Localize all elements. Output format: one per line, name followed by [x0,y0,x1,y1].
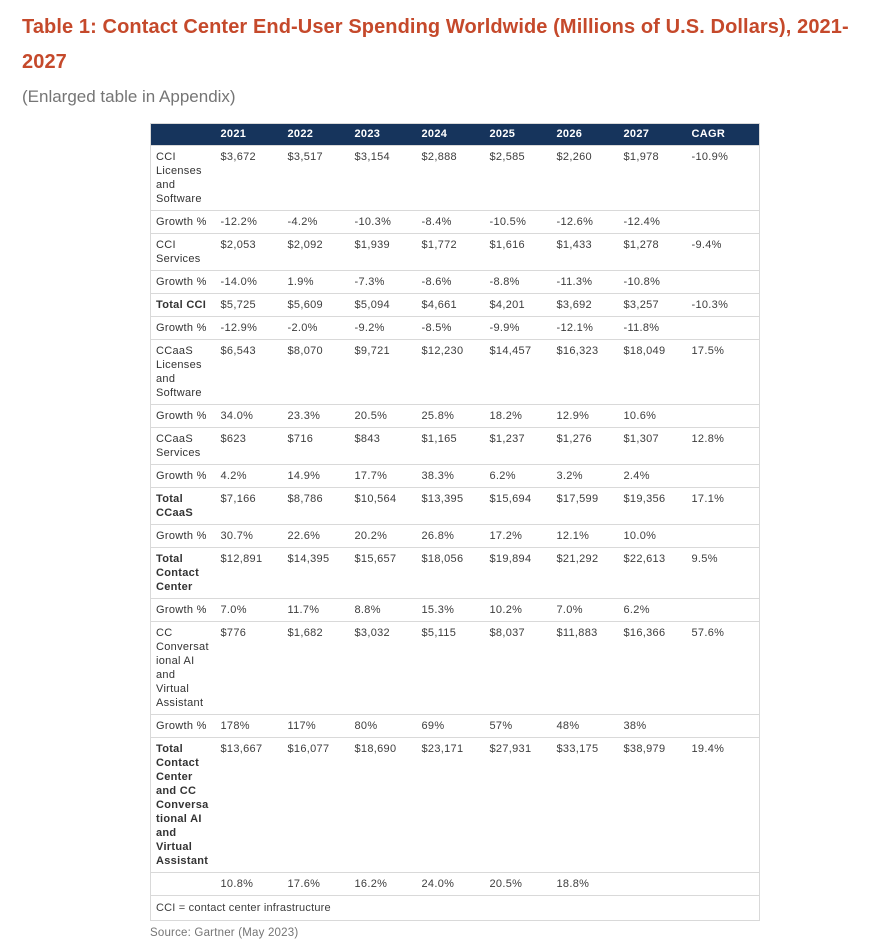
data-cell: 18.2% [485,405,552,428]
data-cell: -10.9% [687,146,760,211]
data-cell: $12,891 [216,548,283,599]
table-row [151,622,760,715]
data-cell: 20.2% [350,525,417,548]
data-cell: 16.2% [350,873,417,896]
data-cell [619,873,687,896]
data-cell: 26.8% [417,525,485,548]
data-cell: -14.0% [216,271,283,294]
data-cell [687,317,760,340]
data-cell: 17.7% [350,465,417,488]
data-cell: $4,661 [417,294,485,317]
data-cell: $12,230 [417,340,485,405]
year-column-header: 2021 [216,124,283,146]
data-cell [687,211,760,234]
row-label: CCI Licenses and Software [151,146,216,211]
table-row [151,271,760,294]
row-label: Growth % [151,599,216,622]
table-body [151,146,760,896]
data-cell: -9.4% [687,234,760,271]
data-cell: $8,037 [485,622,552,715]
data-cell: $5,115 [417,622,485,715]
data-cell: -10.3% [350,211,417,234]
data-cell: -10.8% [619,271,687,294]
year-column-header: 2026 [552,124,619,146]
year-column-header: 2025 [485,124,552,146]
data-cell: $1,772 [417,234,485,271]
data-cell: $3,692 [552,294,619,317]
table-row [151,465,760,488]
data-cell: 12.9% [552,405,619,428]
table-header [151,124,760,146]
data-cell: $8,070 [283,340,350,405]
data-cell: 1.9% [283,271,350,294]
table-row [151,234,760,271]
data-cell: -12.2% [216,211,283,234]
table-row [151,599,760,622]
data-cell: 12.1% [552,525,619,548]
data-cell: -8.6% [417,271,485,294]
data-cell: $2,888 [417,146,485,211]
data-cell: -12.9% [216,317,283,340]
table-footer [151,896,760,921]
data-cell: $1,278 [619,234,687,271]
table-row [151,317,760,340]
data-cell: $15,694 [485,488,552,525]
row-label: Total Contact Center and CC Conversational AI and Virtual Assistant [151,738,216,873]
data-cell [687,271,760,294]
spending-table [150,123,760,921]
data-cell: $6,543 [216,340,283,405]
data-cell: 3.2% [552,465,619,488]
data-cell: 11.7% [283,599,350,622]
data-cell: 10.6% [619,405,687,428]
row-label: Growth % [151,405,216,428]
data-cell: $5,094 [350,294,417,317]
table-row [151,715,760,738]
data-cell: $3,257 [619,294,687,317]
data-cell: -8.8% [485,271,552,294]
data-cell: -9.2% [350,317,417,340]
page-subtitle: (Enlarged table in Appendix) [22,87,236,106]
data-cell: $5,609 [283,294,350,317]
data-cell: 20.5% [485,873,552,896]
table-row [151,340,760,405]
data-cell: $716 [283,428,350,465]
data-cell: 117% [283,715,350,738]
data-cell: $33,175 [552,738,619,873]
page-title: Table 1: Contact Center End-User Spending Worldwide (Millions of U.S. Dollars), 2021-2027 [22,16,849,73]
data-cell: $7,166 [216,488,283,525]
data-cell: 10.2% [485,599,552,622]
data-cell: $9,721 [350,340,417,405]
row-label: CCI Services [151,234,216,271]
table-row [151,294,760,317]
data-cell: 6.2% [485,465,552,488]
data-cell: -2.0% [283,317,350,340]
row-label [151,873,216,896]
row-label: Growth % [151,211,216,234]
table-header-row [151,124,760,146]
data-cell: $1,165 [417,428,485,465]
data-cell: 19.4% [687,738,760,873]
data-cell: 8.8% [350,599,417,622]
data-cell [687,715,760,738]
data-cell: $21,292 [552,548,619,599]
row-label: CC Conversational AI and Virtual Assistant [151,622,216,715]
footnote-row [151,896,760,921]
data-cell: -12.6% [552,211,619,234]
row-label: Growth % [151,525,216,548]
data-cell: $1,939 [350,234,417,271]
data-cell: $776 [216,622,283,715]
data-cell [687,525,760,548]
data-cell: 4.2% [216,465,283,488]
year-column-header: 2027 [619,124,687,146]
data-cell: $623 [216,428,283,465]
data-cell: 17.2% [485,525,552,548]
data-cell: 30.7% [216,525,283,548]
data-cell: $19,894 [485,548,552,599]
data-cell [687,405,760,428]
data-cell: $13,667 [216,738,283,873]
data-cell: 24.0% [417,873,485,896]
table-row [151,873,760,896]
year-column-header: 2023 [350,124,417,146]
data-cell: $18,690 [350,738,417,873]
data-cell: 10.0% [619,525,687,548]
data-cell: -10.5% [485,211,552,234]
row-label: Total CCaaS [151,488,216,525]
row-label: CCaaS Licenses and Software [151,340,216,405]
data-cell: $11,883 [552,622,619,715]
data-cell: 17.6% [283,873,350,896]
data-cell: 38% [619,715,687,738]
data-cell: $5,725 [216,294,283,317]
data-cell: $10,564 [350,488,417,525]
data-cell: $18,049 [619,340,687,405]
row-label: Total Contact Center [151,548,216,599]
data-cell: 17.1% [687,488,760,525]
data-cell: -12.1% [552,317,619,340]
data-cell: 9.5% [687,548,760,599]
data-cell: $1,616 [485,234,552,271]
data-cell: $1,276 [552,428,619,465]
table-row [151,211,760,234]
data-cell: 12.8% [687,428,760,465]
data-cell: -8.4% [417,211,485,234]
table-row [151,548,760,599]
data-cell: -10.3% [687,294,760,317]
table-container [150,123,760,921]
corner-header-cell [151,124,216,146]
row-label: Growth % [151,465,216,488]
year-column-header: CAGR [687,124,760,146]
data-cell: $1,433 [552,234,619,271]
data-cell: 18.8% [552,873,619,896]
data-cell: $17,599 [552,488,619,525]
data-cell: 7.0% [552,599,619,622]
table-row [151,405,760,428]
data-cell: $843 [350,428,417,465]
data-cell: $18,056 [417,548,485,599]
data-cell: -9.9% [485,317,552,340]
data-cell: 20.5% [350,405,417,428]
table-footnote: CCI = contact center infrastructure [151,896,760,921]
data-cell: 17.5% [687,340,760,405]
data-cell: $22,613 [619,548,687,599]
data-cell: 2.4% [619,465,687,488]
data-cell: $2,585 [485,146,552,211]
data-cell: $27,931 [485,738,552,873]
data-cell: $15,657 [350,548,417,599]
data-cell: $14,457 [485,340,552,405]
table-row [151,146,760,211]
data-cell: 48% [552,715,619,738]
row-label: Growth % [151,271,216,294]
data-cell: 22.6% [283,525,350,548]
data-cell: -11.3% [552,271,619,294]
data-cell: -4.2% [283,211,350,234]
data-cell [687,873,760,896]
data-cell: -11.8% [619,317,687,340]
year-column-header: 2024 [417,124,485,146]
data-cell: 178% [216,715,283,738]
data-cell: $3,154 [350,146,417,211]
data-cell: $1,237 [485,428,552,465]
data-cell: $2,092 [283,234,350,271]
data-cell: $3,672 [216,146,283,211]
data-cell: 14.9% [283,465,350,488]
row-label: Growth % [151,715,216,738]
data-cell: $13,395 [417,488,485,525]
data-cell: 80% [350,715,417,738]
source-note: Source: Gartner (May 2023) [150,927,299,939]
row-label: Total CCI [151,294,216,317]
data-cell: $16,323 [552,340,619,405]
data-cell: $19,356 [619,488,687,525]
data-cell: $3,032 [350,622,417,715]
data-cell: $16,366 [619,622,687,715]
data-cell: $1,682 [283,622,350,715]
table-row [151,738,760,873]
data-cell [687,599,760,622]
table-row [151,428,760,465]
data-cell: $3,517 [283,146,350,211]
data-cell: $14,395 [283,548,350,599]
data-cell: 6.2% [619,599,687,622]
data-cell: 38.3% [417,465,485,488]
data-cell: 25.8% [417,405,485,428]
data-cell [687,465,760,488]
data-cell: -8.5% [417,317,485,340]
data-cell: $16,077 [283,738,350,873]
data-cell: $38,979 [619,738,687,873]
data-cell: $1,978 [619,146,687,211]
data-cell: 23.3% [283,405,350,428]
table-row [151,525,760,548]
data-cell: 10.8% [216,873,283,896]
data-cell: $8,786 [283,488,350,525]
year-column-header: 2022 [283,124,350,146]
data-cell: $1,307 [619,428,687,465]
data-cell: -7.3% [350,271,417,294]
data-cell: 34.0% [216,405,283,428]
data-cell: 69% [417,715,485,738]
row-label: CCaaS Services [151,428,216,465]
data-cell: 57% [485,715,552,738]
table-row [151,488,760,525]
data-cell: $4,201 [485,294,552,317]
data-cell: 57.6% [687,622,760,715]
data-cell: 7.0% [216,599,283,622]
data-cell: 15.3% [417,599,485,622]
row-label: Growth % [151,317,216,340]
data-cell: $2,053 [216,234,283,271]
data-cell: $2,260 [552,146,619,211]
data-cell: -12.4% [619,211,687,234]
data-cell: $23,171 [417,738,485,873]
